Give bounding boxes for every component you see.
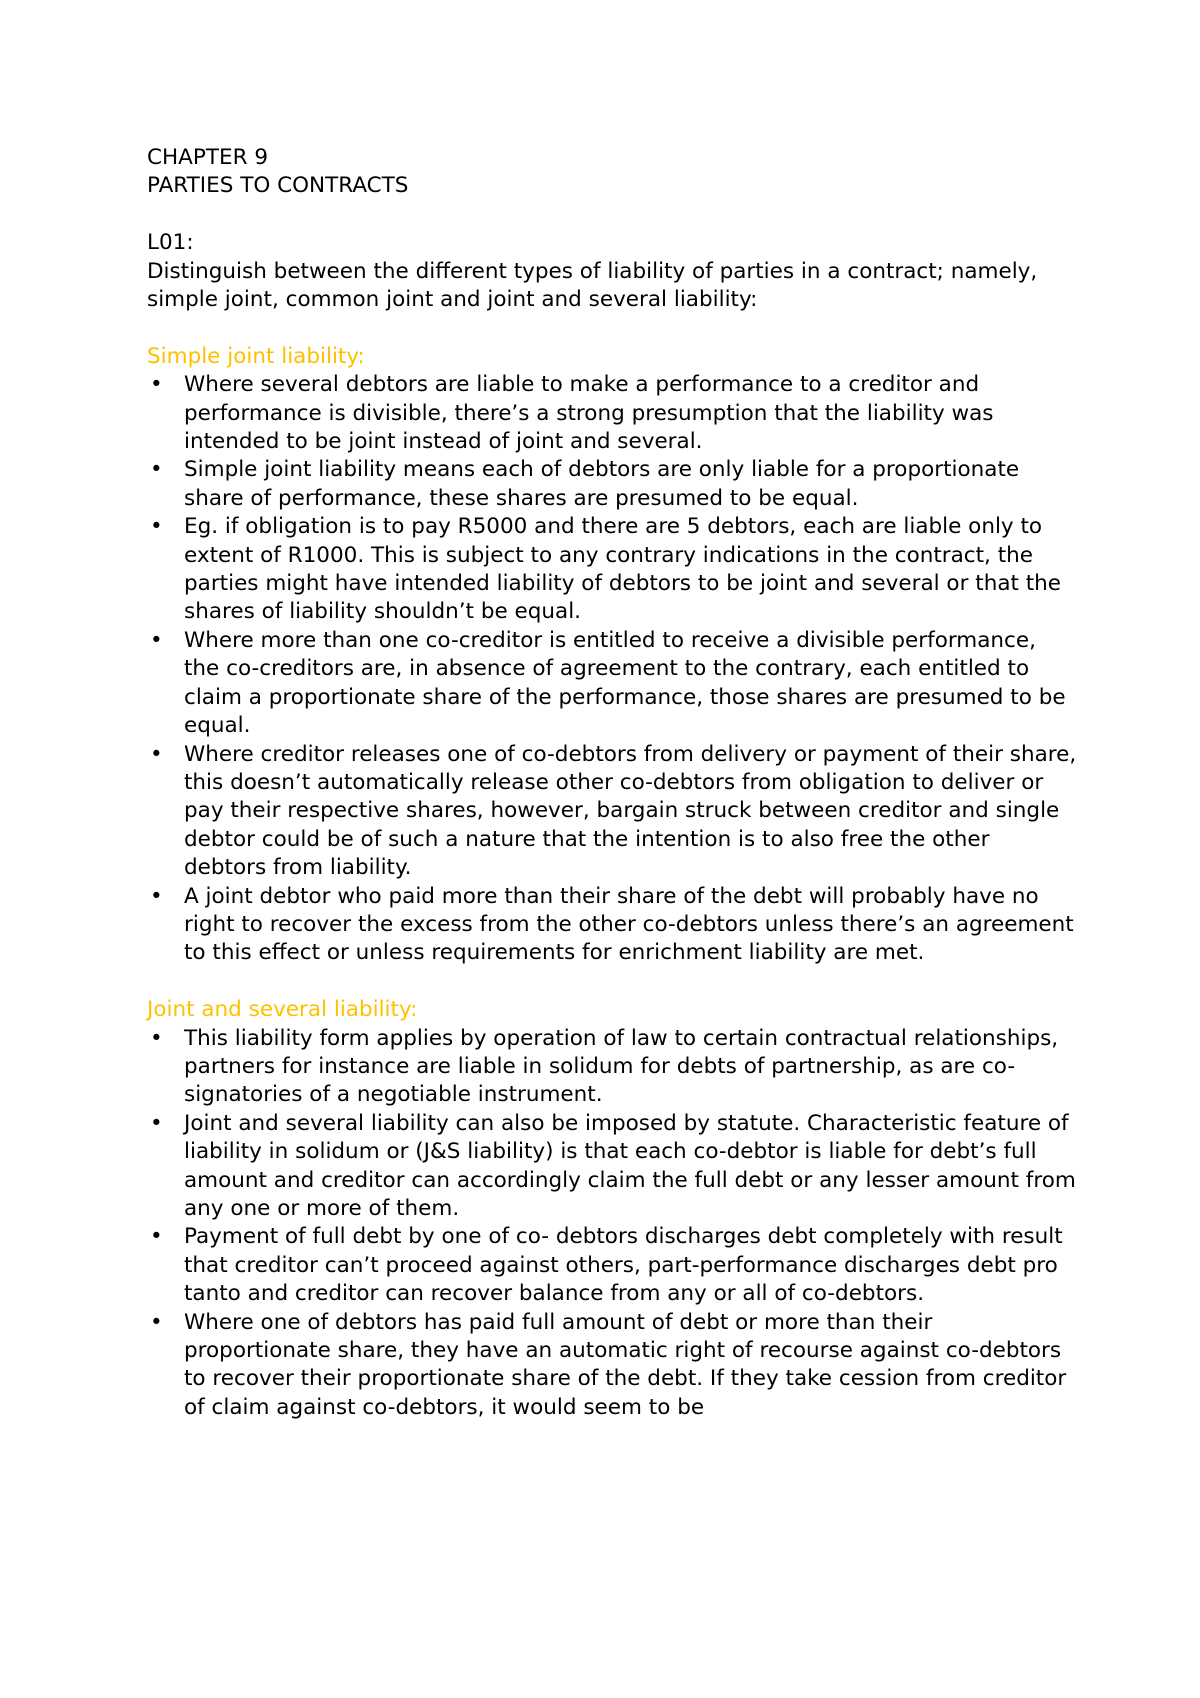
spacer (147, 314, 1077, 342)
spacer (147, 201, 1077, 229)
chapter-title: PARTIES TO CONTRACTS (147, 173, 409, 199)
list-item (147, 1223, 1077, 1308)
bullet-icon: • (150, 627, 163, 653)
list-item (147, 1025, 1077, 1110)
objective-text: Distinguish between the different types of liability of parties in a contract; namely, simple joint, common joint and joint and several liability: (147, 258, 1038, 313)
spacer (147, 968, 1077, 996)
bullet-icon: • (150, 514, 163, 540)
bullet-list (147, 371, 1077, 968)
objective-label: L01: (147, 230, 194, 256)
chapter-number: CHAPTER 9 (147, 145, 269, 170)
list-item-text: Eg. if obligation is to pay R5000 and there are 5 debtors, each are liable only to extent of R1000. This is subject to any contrary indications in the contract, the parties might have intended liability of debtors to be joint and several or that the shares of liability shouldn’t be equal. (184, 514, 1062, 625)
bullet-icon: • (150, 883, 163, 909)
bullet-icon: • (150, 1224, 163, 1250)
section-joint-and-several-liability (147, 996, 1077, 1422)
list-item (147, 741, 1077, 883)
bullet-icon: • (150, 457, 163, 483)
bullet-icon: • (150, 1309, 163, 1335)
section-heading: Simple joint liability: (147, 343, 365, 369)
section-heading: Joint and several liability: (147, 997, 418, 1023)
bullet-icon: • (150, 1025, 163, 1051)
list-item-text: Joint and several liability can also be imposed by statute. Characteristic feature of liability in solidum or (J&S liability) is that each co-debtor is liable for debt’s full amount and creditor can accordingly claim the full debt or any lesser amount from any one or more of them. (184, 1110, 1076, 1221)
list-item-text: Where creditor releases one of co-debtors from delivery or payment of their share, this doesn’t automatically release other co-debtors from obligation to deliver or pay their respective shares, however, bargain struck between creditor and single debtor could be of such a nature that the intention is to also free the other debtors from liability. (184, 741, 1077, 881)
list-item (147, 1309, 1077, 1423)
list-item-text: This liability form applies by operation of law to certain contractual relationships, partners for instance are liable in solidum for debts of partnership, as are co-signatories of a negotiable instrument. (184, 1025, 1059, 1108)
document-page (147, 144, 1077, 1422)
list-item-text: A joint debtor who paid more than their share of the debt will probably have no right to recover the excess from the other co-debtors unless there’s an agreement to this effect or unless requirements for enrichment liability are met. (184, 883, 1074, 966)
bullet-icon: • (150, 1110, 163, 1136)
list-item (147, 883, 1077, 968)
list-item-text: Where one of debtors has paid full amount of debt or more than their proportionate share, they have an automatic right of recourse against co-debtors to recover their proportionate share of the debt. If they take cession from creditor of claim against co-debtors, it would seem to be (184, 1309, 1067, 1420)
section-simple-joint-liability (147, 343, 1077, 968)
bullet-list (147, 1025, 1077, 1423)
list-item-text: Where more than one co-creditor is entitled to receive a divisible performance, the co-creditors are, in absence of agreement to the contrary, each entitled to claim a proportionate share of the performance, those shares are presumed to be equal. (184, 627, 1066, 739)
bullet-icon: • (150, 372, 163, 398)
list-item (147, 1110, 1077, 1224)
list-item-text: Simple joint liability means each of debtors are only liable for a proportionate share of performance, these shares are presumed to be equal. (184, 457, 1020, 511)
list-item-text: Payment of full debt by one of co- debtors discharges debt completely with result that creditor can’t proceed against others, part-performance discharges debt pro tanto and creditor can recover balance from any or all of co-debtors. (184, 1224, 1063, 1307)
list-item-text: Where several debtors are liable to make a performance to a creditor and performance is divisible, there’s a strong presumption that the liability was intended to be joint instead of joint and several. (184, 372, 994, 455)
list-item (147, 371, 1077, 456)
list-item (147, 513, 1077, 627)
bullet-icon: • (150, 741, 163, 767)
list-item (147, 456, 1077, 513)
list-item (147, 627, 1077, 741)
